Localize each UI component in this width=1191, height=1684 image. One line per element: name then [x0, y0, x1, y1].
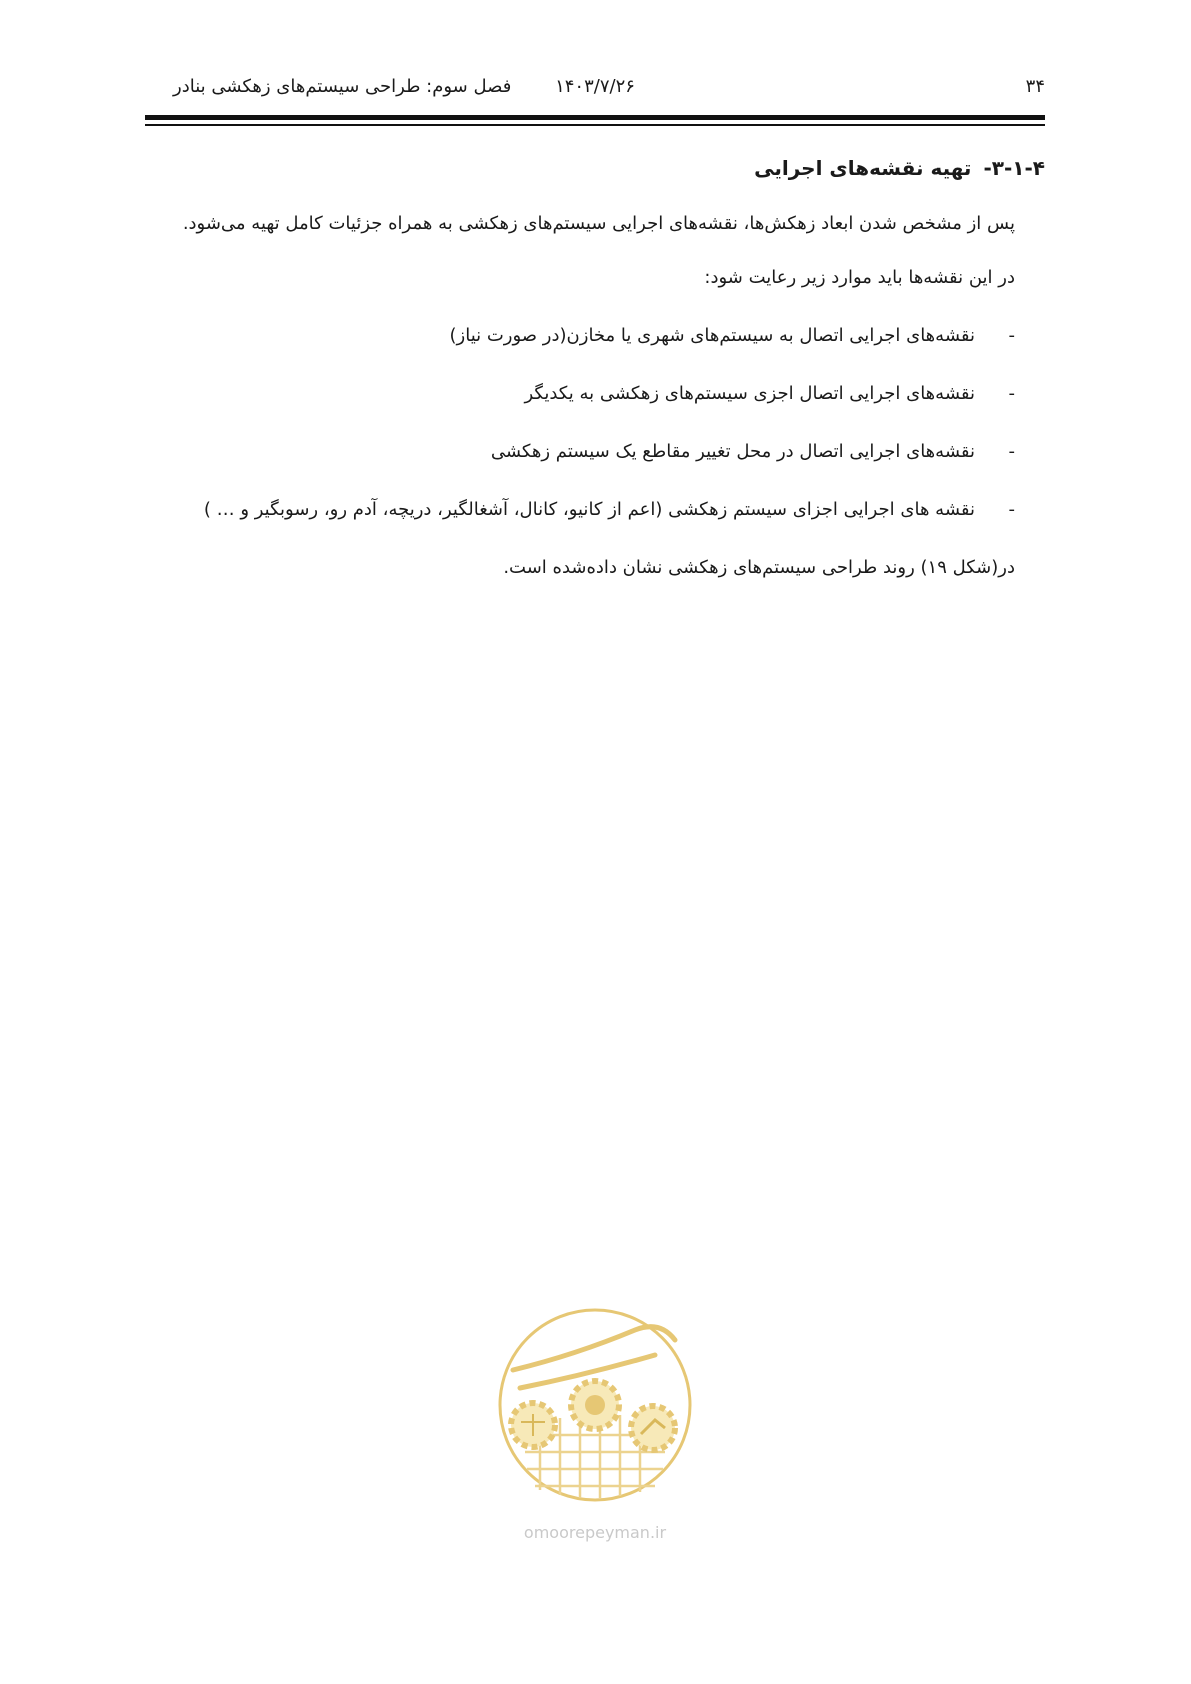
closing-paragraph: در(شکل ۱۹) روند طراحی سیستم‌های زهکشی نشان داده‌شده است.: [503, 557, 1015, 578]
requirements-list: [145, 318, 1045, 528]
chapter-title: فصل سوم: طراحی سیستم‌های زهکشی بنادر: [173, 76, 512, 97]
page-header: [145, 76, 1045, 106]
list-item-text: نقشه‌های اجرایی اتصال در محل تغییر مقاطع یک سیستم زهکشی: [490, 441, 975, 462]
header-rule-thick: [145, 115, 1045, 120]
scale-gear-icon: [511, 1403, 555, 1447]
page-content: [145, 150, 1045, 586]
watermark-url: omoorepeyman.ir: [523, 1523, 667, 1542]
list-item-text: نقشه های اجرایی اجزای سیستم زهکشی (اعم از کانیو، کانال، آشغالگیر، دریچه، آدم رو، رسوبگیر و … ): [203, 499, 975, 520]
list-item: [145, 318, 1045, 354]
list-dash: -: [1008, 441, 1015, 462]
list-dash: -: [1008, 499, 1015, 520]
section-number: ۳-۱-۴-: [983, 156, 1045, 180]
header-rule-thin: [145, 124, 1045, 126]
page-number: ۳۴: [1025, 76, 1045, 97]
lead-paragraph: در این نقشه‌ها باید موارد زیر رعایت شود:: [704, 267, 1015, 288]
intro-paragraph: پس از مشخص شدن ابعاد زهکش‌ها، نقشه‌های اجرایی سیستم‌های زهکشی به همراه جزئیات کامل تهیه می‌شود.: [182, 213, 1015, 234]
list-item: [145, 376, 1045, 412]
list-item: [145, 492, 1045, 528]
section-heading: [145, 150, 1045, 186]
list-dash: -: [1008, 325, 1015, 346]
list-item-text: نقشه‌های اجرایی اتصال به سیستم‌های شهری یا مخازن(در صورت نیاز): [449, 325, 975, 346]
list-item-text: نقشه‌های اجرایی اتصال اجزی سیستم‌های زهکشی به یکدیگر: [524, 383, 975, 404]
watermark-logo: [485, 1300, 705, 1550]
header-date: ۱۴۰۳/۷/۲۶: [555, 76, 635, 97]
excavator-gear-icon: [631, 1406, 675, 1450]
gear-icon: [571, 1381, 619, 1429]
section-title: تهیه نقشه‌های اجرایی: [754, 156, 972, 180]
list-dash: -: [1008, 383, 1015, 404]
list-item: [145, 434, 1045, 470]
